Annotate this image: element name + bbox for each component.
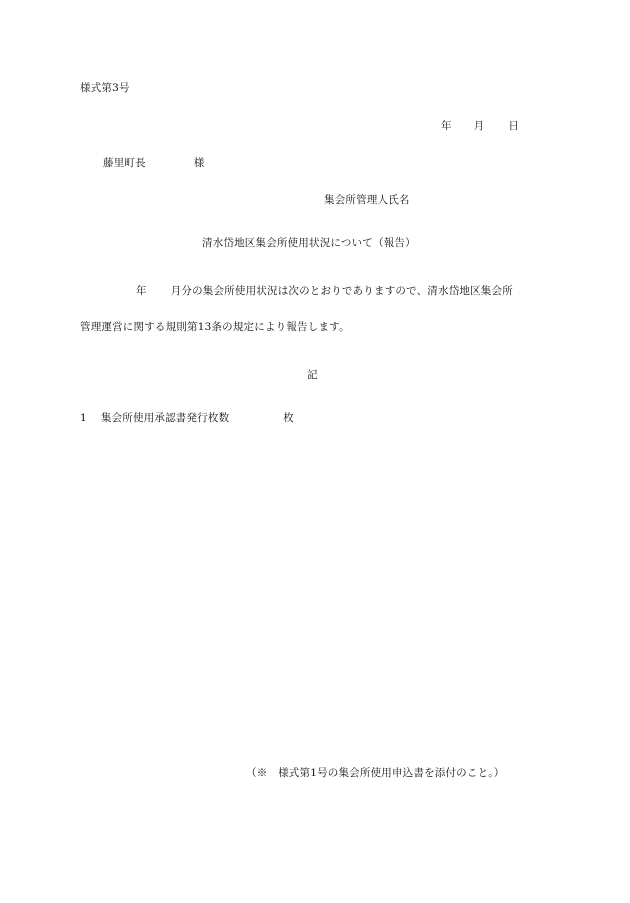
item-1-unit: 枚 [283,412,294,424]
date-line [441,119,519,133]
manager-name-label: 集会所管理人氏名 [324,194,410,206]
date-year-label: 年 [441,120,452,132]
body-year-label: 年 [136,285,147,297]
addressee [103,156,205,170]
ki-heading: 記 [307,369,318,381]
document-title: 清水岱地区集会所使用状況について（報告） [202,237,416,249]
addressee-honorific: 様 [193,157,205,169]
form-number: 様式第3号 [80,82,130,94]
body-line-1 [136,284,513,298]
item-1-label: 集会所使用承認書発行枚数 [100,412,230,424]
date-month-label: 月 [473,120,485,132]
body-line-1-text: 月分の集会所使用状況は次のとおりでありますので、清水岱地区集会所 [170,285,513,297]
addressee-name: 藤里町長 [103,157,146,169]
body-line-2: 管理運営に関する規則第13条の規定により報告します。 [80,321,350,333]
date-day-label: 日 [508,120,520,132]
item-1 [80,411,294,425]
attachment-note: （※ 様式第1号の集会所使用申込書を添付のこと。） [246,767,505,779]
item-1-number: 1 [80,412,87,424]
